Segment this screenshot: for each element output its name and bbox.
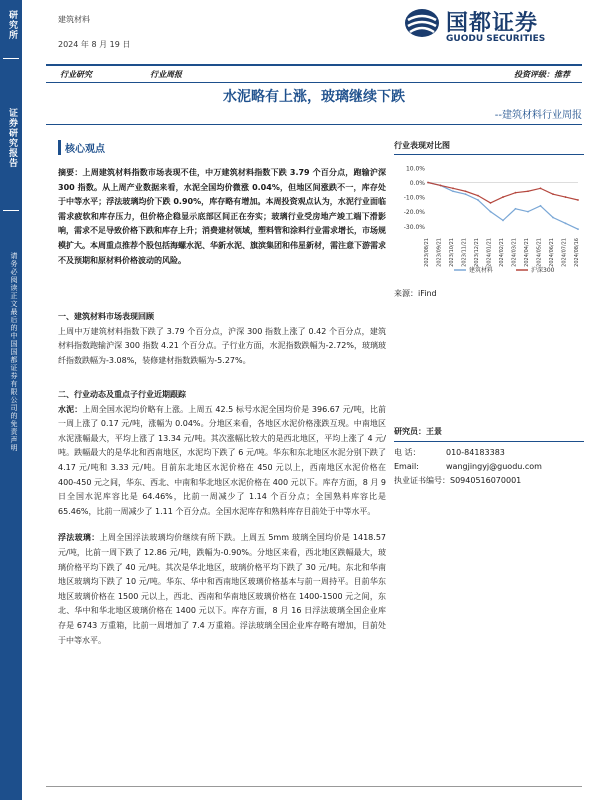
data-point bbox=[452, 187, 454, 189]
tab-industry-research: 行业研究 bbox=[60, 70, 92, 79]
tab-industry-weekly: 行业周报 bbox=[150, 70, 182, 79]
chart-source: 来源：iFind bbox=[394, 289, 437, 298]
cement-lead: 水泥： bbox=[58, 404, 83, 414]
cert-label: 执业证书编号： bbox=[394, 476, 450, 485]
data-point bbox=[577, 228, 579, 230]
analyst-email-row bbox=[394, 460, 584, 474]
sidebar-divider bbox=[3, 58, 19, 59]
section-body: 上周中万建筑材料指数下跌了 3.79 个百分点，沪深 300 指数上涨了 0.42 个百分点，建筑材料指数跑输沪深 300 指数 4.21 个百分点。子行业方面，水泥指数跌幅为-2.72%，玻璃玻纤指数跌幅为-3.08%，装修建材指数跌幅为-5.27%。 bbox=[58, 326, 386, 365]
phone-value: 010-84183383 bbox=[446, 448, 505, 457]
title-divider bbox=[46, 124, 582, 125]
glass-lead: 浮法玻璃： bbox=[58, 533, 100, 543]
legend-label: 建筑材料 bbox=[469, 267, 494, 274]
data-point bbox=[502, 196, 504, 198]
abstract-paragraph: 摘要：上周建筑材料指数市场表现不佳，中万建筑材料指数下跌 3.79 个百分点，跑输沪深 300 指数。从上周产业数据来看，水泥全国均价微涨 0.04%，但地区间涨跌不一，库存处于中等水平；浮法玻璃均价下跌 0.90%，库存略有增加。本周投资观点认为，水泥行业面临需求疲软和库存压力，但价格企稳显示底部区间正在夯实；玻璃行业受房地产竣工端下滑影响，需求不足导致价格下跌和库存上升；消费建材领域，塑料管和涂料行业需求增长，市场规模扩大。本周重点推荐个股包括海螺水泥、华新水泥、旗滨集团和伟星新材，需注意下游需求不及预期和原材料价格波动的风险。 bbox=[58, 168, 386, 265]
section-industry-tracking bbox=[58, 388, 386, 648]
data-point bbox=[565, 196, 567, 198]
series-line bbox=[428, 183, 578, 203]
analyst-cert-row bbox=[394, 474, 584, 488]
report-subtitle: --建筑材料行业周报 bbox=[494, 110, 582, 121]
performance-line-chart bbox=[394, 159, 584, 279]
analyst-rule bbox=[394, 441, 584, 442]
report-title: 水泥略有上涨，玻璃继续下跌 bbox=[223, 89, 405, 105]
data-point bbox=[477, 195, 479, 197]
x-tick-label: 2024/03/21 bbox=[511, 238, 518, 267]
data-point bbox=[465, 193, 467, 195]
glass-text: 上周全国浮法玻璃均价继续有所下跌。上周五 5mm 玻璃全国均价是 1418.57 元/吨，比前一周下跌了 12.86 元/吨，跌幅为-0.90%。分地区来看，西北地区跌幅最大，玻璃价格平均下跌了 40 元/吨。其次是华北地区，玻璃价格平均下跌了 30 元/吨。东北和华南地区玻璃均下跌了 10 元/吨。华东、华中和西南地区玻璃价格基本与前一周持平。目前华东地区玻璃价格在 1500 元以上，西北、西南和华南地区玻璃价格在 1400-1500 元之间，东北、华中和华北地区玻璃价格在 1400 元以下。库存方面，8 月 16 日浮法玻璃全国企业库存是 6743 万重箱，比前一周增加了 7.4 万重箱。浮法玻璃全国企业库存略有增加，目前处于中等水平。 bbox=[58, 533, 386, 645]
data-point bbox=[552, 217, 554, 219]
analyst-phone-row bbox=[394, 446, 584, 460]
data-point bbox=[440, 185, 442, 187]
x-tick-label: 2024/08/16 bbox=[574, 238, 580, 267]
x-tick-label: 2023/10/21 bbox=[449, 238, 455, 267]
section-market-review bbox=[58, 310, 386, 368]
section-heading: 二、行业动态及重点子行业近期跟踪 bbox=[58, 390, 186, 399]
y-tick-label: 10.0% bbox=[405, 165, 425, 173]
series-line bbox=[428, 183, 578, 230]
data-point bbox=[502, 220, 504, 222]
email-value[interactable]: wangjingyj@guodu.com bbox=[446, 462, 542, 471]
x-tick-label: 2024/02/21 bbox=[499, 238, 505, 267]
glass-paragraph bbox=[58, 531, 386, 648]
data-point bbox=[490, 211, 492, 213]
performance-chart-block bbox=[394, 140, 584, 301]
x-tick-label: 2023/11/21 bbox=[461, 238, 468, 267]
phone-label: 电 话： bbox=[394, 448, 421, 457]
x-tick-label: 2023/08/21 bbox=[424, 238, 430, 267]
sidebar-label-institute: 研究所 bbox=[7, 10, 17, 40]
section-heading: 一、建筑材料市场表现回顾 bbox=[58, 312, 154, 321]
sidebar-disclaimer: 请务必阅读正文最后的中国国都证券有限公司的免责声明 bbox=[10, 252, 18, 452]
email-label: Email: bbox=[394, 462, 419, 471]
legend-label: 沪深300 bbox=[531, 267, 555, 274]
cement-paragraph bbox=[58, 403, 386, 520]
x-tick-label: 2024/07/21 bbox=[561, 238, 568, 267]
analyst-info bbox=[394, 426, 584, 488]
data-point bbox=[552, 193, 554, 195]
x-tick-label: 2023/12/21 bbox=[474, 238, 480, 267]
logo-text-cn: 国都证券 bbox=[446, 11, 539, 36]
industry-label: 建筑材料 bbox=[58, 15, 90, 24]
x-tick-label: 2024/01/21 bbox=[486, 238, 493, 267]
x-tick-label: 2024/04/21 bbox=[524, 238, 530, 267]
left-sidebar bbox=[0, 0, 22, 800]
y-tick-label: -30.0% bbox=[403, 223, 425, 231]
logo-emblem-icon bbox=[404, 8, 440, 38]
y-tick-label: -10.0% bbox=[403, 194, 425, 202]
cement-text: 上周全国水泥均价略有上涨。上周五 42.5 标号水泥全国均价是 396.67 元/吨，比前一周上涨了 0.17 元/吨，涨幅为 0.04%。分地区来看，各地区水泥价格涨跌互现。中南地区水泥涨幅最大，平均上涨了 13.34 元/吨。其次涨幅比较大的是西北地区，平均上涨了 4 元/吨。跌幅最大的是华北和西南地区，水泥均下跌了 6 元/吨。华东和东北地区水泥分别下跌了 4.17 元/吨和 3.33 元/吨。目前东北地区水泥价格在 450 元以上，西南地区水泥价格在 400-450 元之间，华东、西北、中南和华北地区水泥价格在 400 元以下。库存方面，8 月 9 日全国水泥库容比是 64.46%，比前一周减少了 1.14 个百分点；全国熟料库容比是 65.46%，比前一周减少了 1.11 个百分点。全国水泥库存和熟料库存目前处于中等水平。 bbox=[58, 404, 387, 516]
data-point bbox=[527, 190, 529, 192]
core-view-heading: 核心观点 bbox=[58, 140, 105, 155]
data-point bbox=[527, 211, 529, 213]
y-tick-label: -20.0% bbox=[403, 209, 425, 217]
data-point bbox=[565, 222, 567, 224]
cert-value: S0940516070001 bbox=[450, 476, 522, 485]
data-point bbox=[540, 205, 542, 207]
chart-title: 行业表现对比图 bbox=[394, 141, 450, 150]
data-point bbox=[490, 202, 492, 204]
report-date: 2024 年 8 月 19 日 bbox=[58, 40, 131, 49]
data-point bbox=[515, 208, 517, 210]
logo-text-en: GUODU SECURITIES bbox=[446, 34, 546, 44]
data-point bbox=[465, 190, 467, 192]
data-point bbox=[452, 190, 454, 192]
x-tick-label: 2024/06/21 bbox=[549, 238, 555, 267]
sidebar-divider bbox=[3, 210, 19, 211]
x-tick-label: 2023/09/21 bbox=[436, 238, 443, 267]
header-meta bbox=[58, 14, 130, 64]
footer-divider bbox=[46, 786, 582, 787]
chart-title-rule bbox=[394, 154, 584, 155]
data-point bbox=[540, 187, 542, 189]
analyst-heading: 研究员：王景 bbox=[394, 427, 442, 436]
data-point bbox=[577, 199, 579, 201]
investment-rating: 投资评级：推荐 bbox=[514, 70, 570, 79]
data-point bbox=[427, 182, 429, 184]
x-tick-label: 2024/05/21 bbox=[536, 238, 543, 267]
sidebar-label-report: 证券研究报告 bbox=[7, 108, 17, 168]
y-tick-label: 0.0% bbox=[409, 180, 425, 187]
data-point bbox=[477, 199, 479, 201]
company-logo bbox=[404, 6, 584, 46]
data-point bbox=[515, 192, 517, 194]
report-type-bar bbox=[46, 64, 582, 83]
